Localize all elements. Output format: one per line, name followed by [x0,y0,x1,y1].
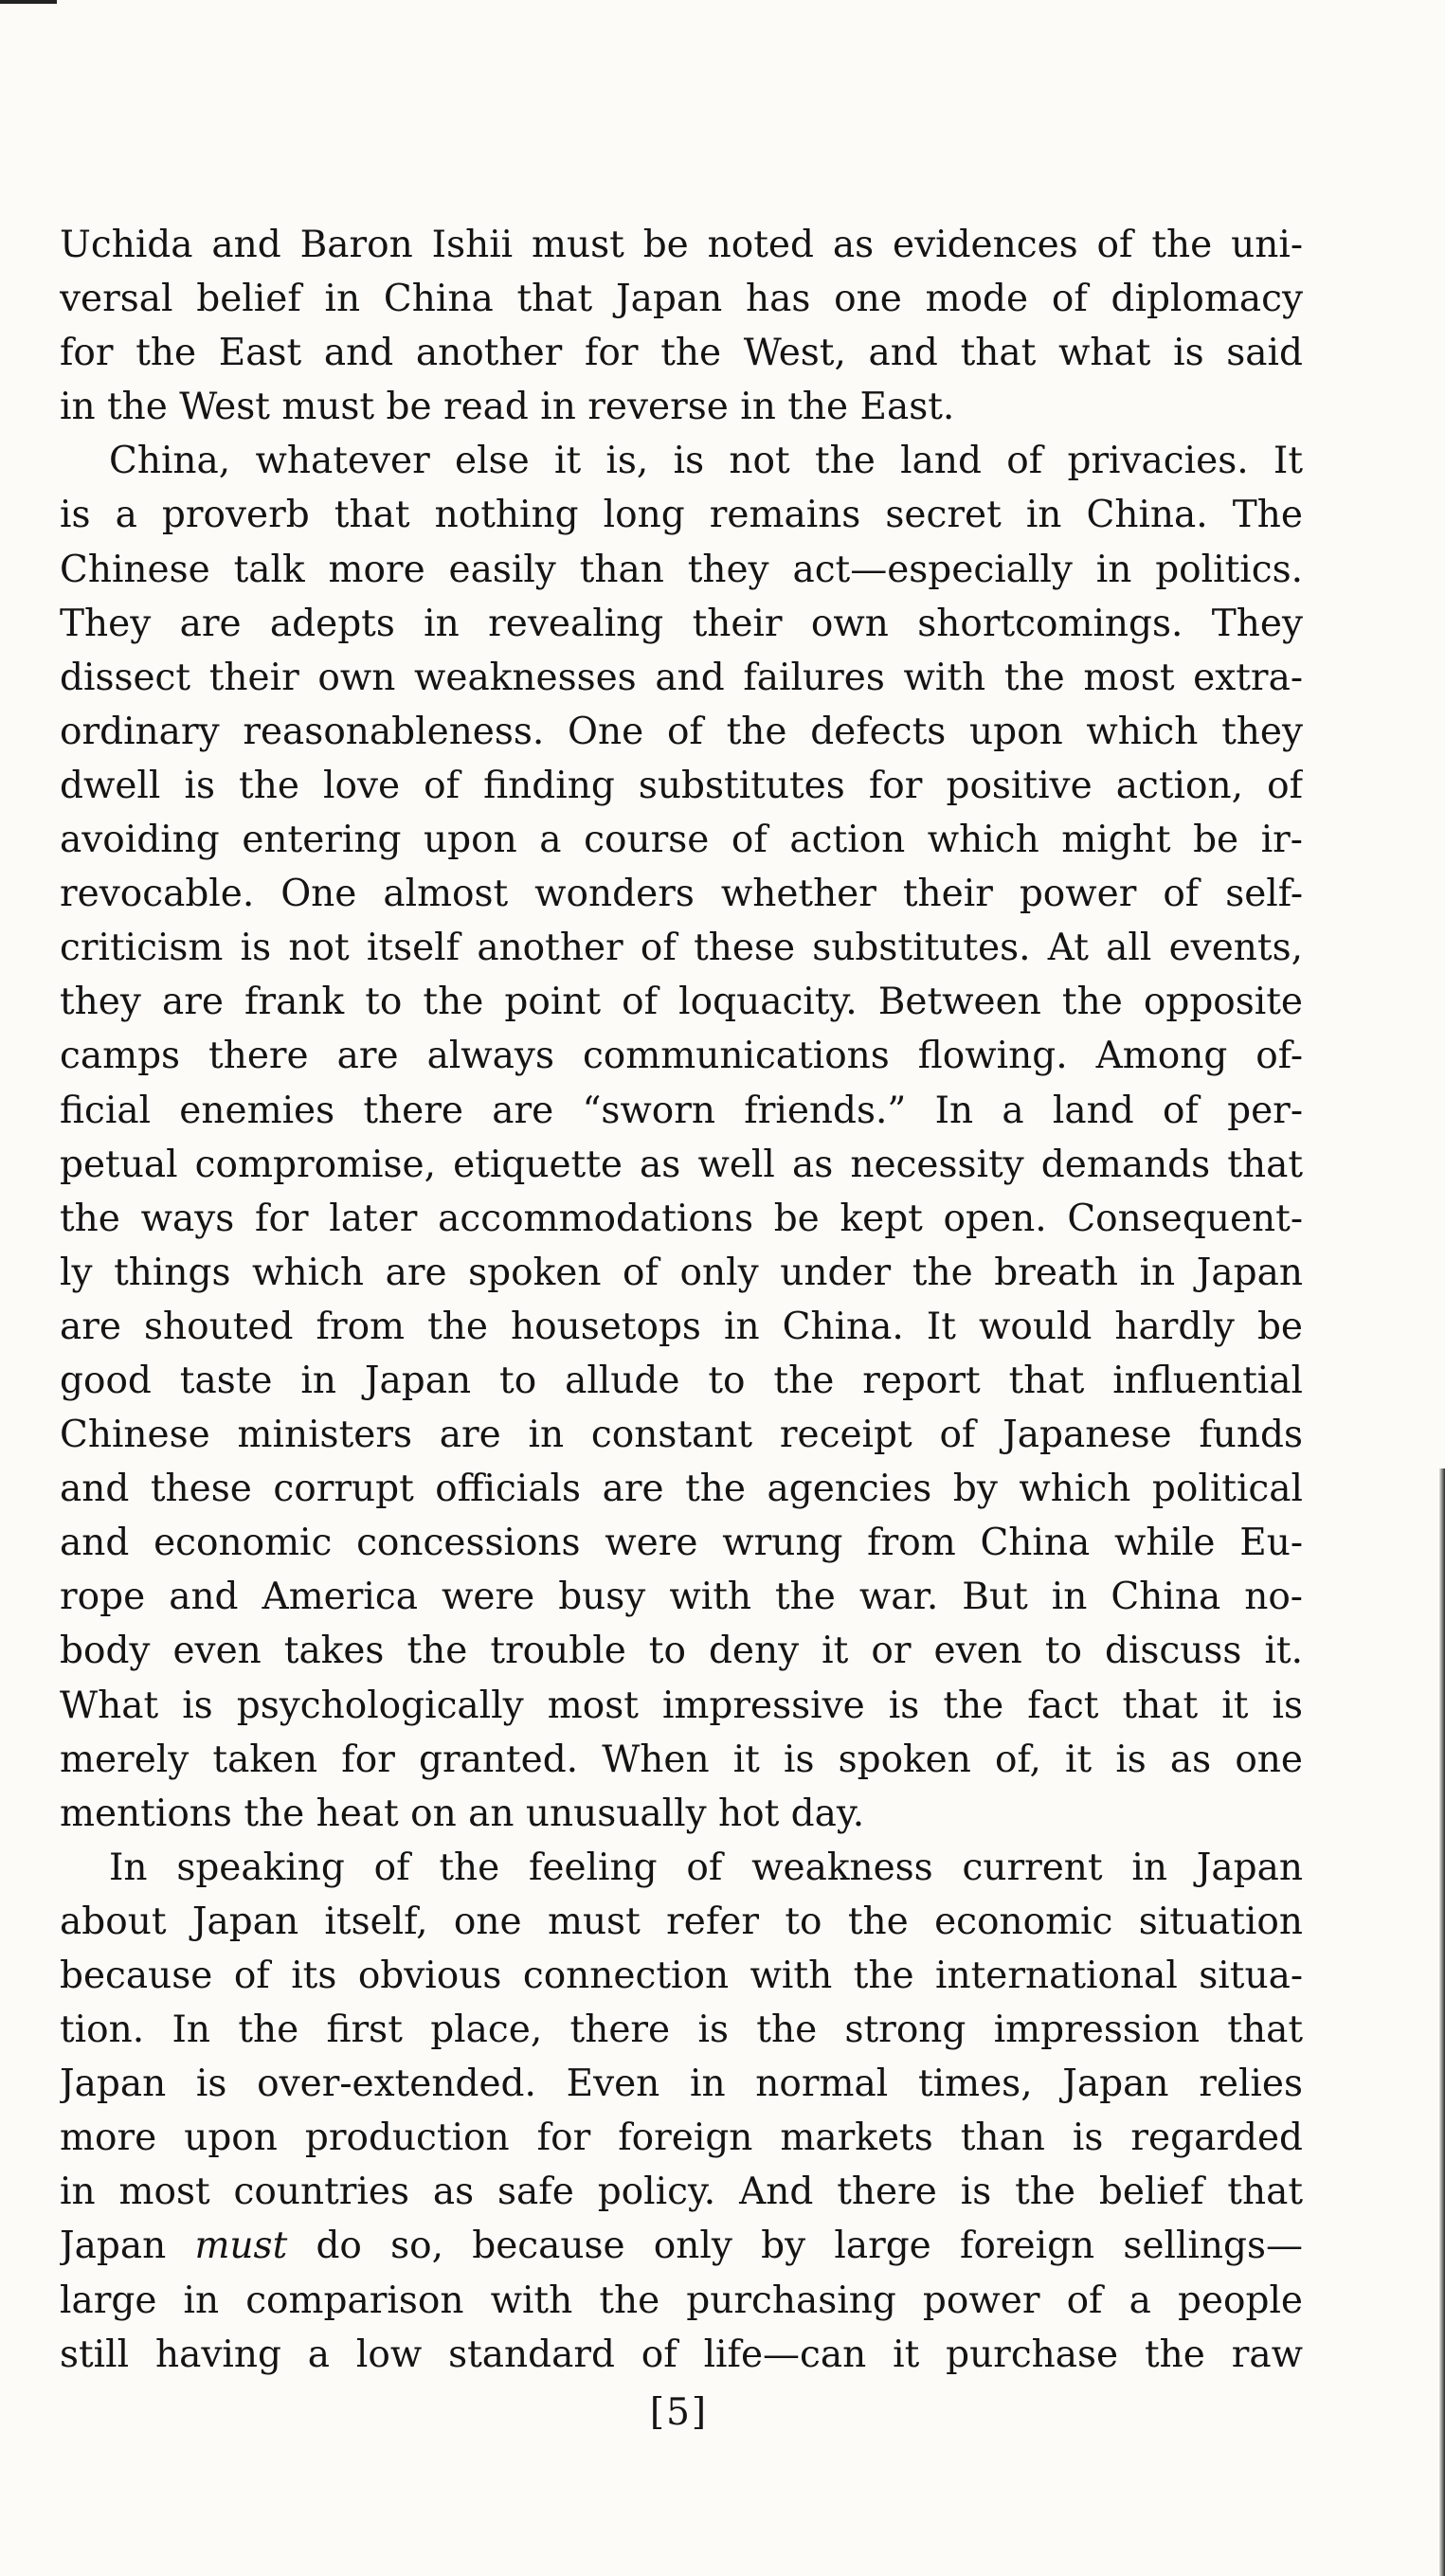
text-line: revocable. One almost wonders whether their power of self- [60,873,1303,916]
text-line: because of its obvious connection with the international situa- [60,1955,1303,1997]
text-line: versal belief in China that Japan has one mode of diplomacy [60,278,1303,321]
paragraph-start-line: In speaking of the feeling of weakness current in Japan [109,1846,1303,1889]
text-segment: Japan [60,2225,195,2268]
text-line: criticism is not itself another of these substitutes. At all events, [60,927,1303,970]
text-line: dissect their own weaknesses and failures with the most extra- [60,656,1303,699]
text-line: rope and America were busy with the war. But in China no- [60,1576,1303,1619]
text-line: is a proverb that nothing long remains secret in China. The [60,494,1303,537]
text-line: and these corrupt officials are the agencies by which political [60,1468,1303,1511]
text-line: What is psychologically most impressive is the fact that it is [60,1684,1303,1727]
text-line: camps there are always communications flowing. Among of- [60,1035,1303,1078]
text-line: in most countries as safe policy. And there is the belief that [60,2171,1303,2214]
body-text [60,218,1303,2382]
text-line: good taste in Japan to allude to the report that influential [60,1359,1303,1402]
text-line: and economic concessions were wrung from China while Eu- [60,1522,1303,1565]
text-line: Chinese ministers are in constant receipt of Japanese funds [60,1414,1303,1457]
italic-word: must [194,2225,288,2268]
text-line: the ways for later accommodations be kept open. Consequent- [60,1197,1303,1240]
text-line: ficial enemies there are “sworn friends.” In a land of per- [60,1089,1303,1132]
text-line: Chinese talk more easily than they act—especially in politics. [60,548,1303,591]
text-line: more upon production for foreign markets than is regarded [60,2117,1303,2160]
text-line: tion. In the first place, there is the strong impression that [60,2009,1303,2052]
text-line: are shouted from the housetops in China. It would hardly be [60,1305,1303,1348]
text-line: mentions the heat on an unusually hot day. [60,1792,865,1835]
text-line: dwell is the love of finding substitutes for positive action, of [60,764,1303,807]
text-line: large in comparison with the purchasing power of a people [60,2279,1303,2322]
text-line: They are adepts in revealing their own shortcomings. They [60,602,1303,645]
text-line: still having a low standard of life—can it purchase the raw [60,2333,1303,2376]
text-line: in the West must be read in reverse in the East. [60,386,955,429]
text-line: they are frank to the point of loquacity. Between the opposite [60,981,1303,1024]
text-line: ly things which are spoken of only under the breath in Japan [60,1251,1303,1294]
text-line-with-italic [60,2219,1303,2273]
text-segment: do so, because only by large foreign sellings— [287,2225,1303,2268]
text-line: for the East and another for the West, and that what is said [60,332,1303,375]
text-line: Uchida and Baron Ishii must be noted as evidences of the uni- [60,224,1303,266]
text-line: about Japan itself, one must refer to the economic situation [60,1900,1303,1943]
text-line: avoiding entering upon a course of action which might be ir- [60,819,1303,862]
scan-edge-mark [0,0,57,4]
text-line: Japan is over-extended. Even in normal times, Japan relies [60,2063,1303,2106]
paragraph-start-line: China, whatever else it is, is not the land of privacies. It [109,440,1303,483]
text-line: merely taken for granted. When it is spoken of, it is as one [60,1738,1303,1781]
text-line: body even takes the trouble to deny it or even to discuss it. [60,1630,1303,1673]
text-line: ordinary reasonableness. One of the defects upon which they [60,710,1303,753]
page-number: [5] [649,2391,709,2434]
scan-edge-shadow [1439,1468,1445,2576]
text-line: petual compromise, etiquette as well as necessity demands that [60,1143,1303,1186]
